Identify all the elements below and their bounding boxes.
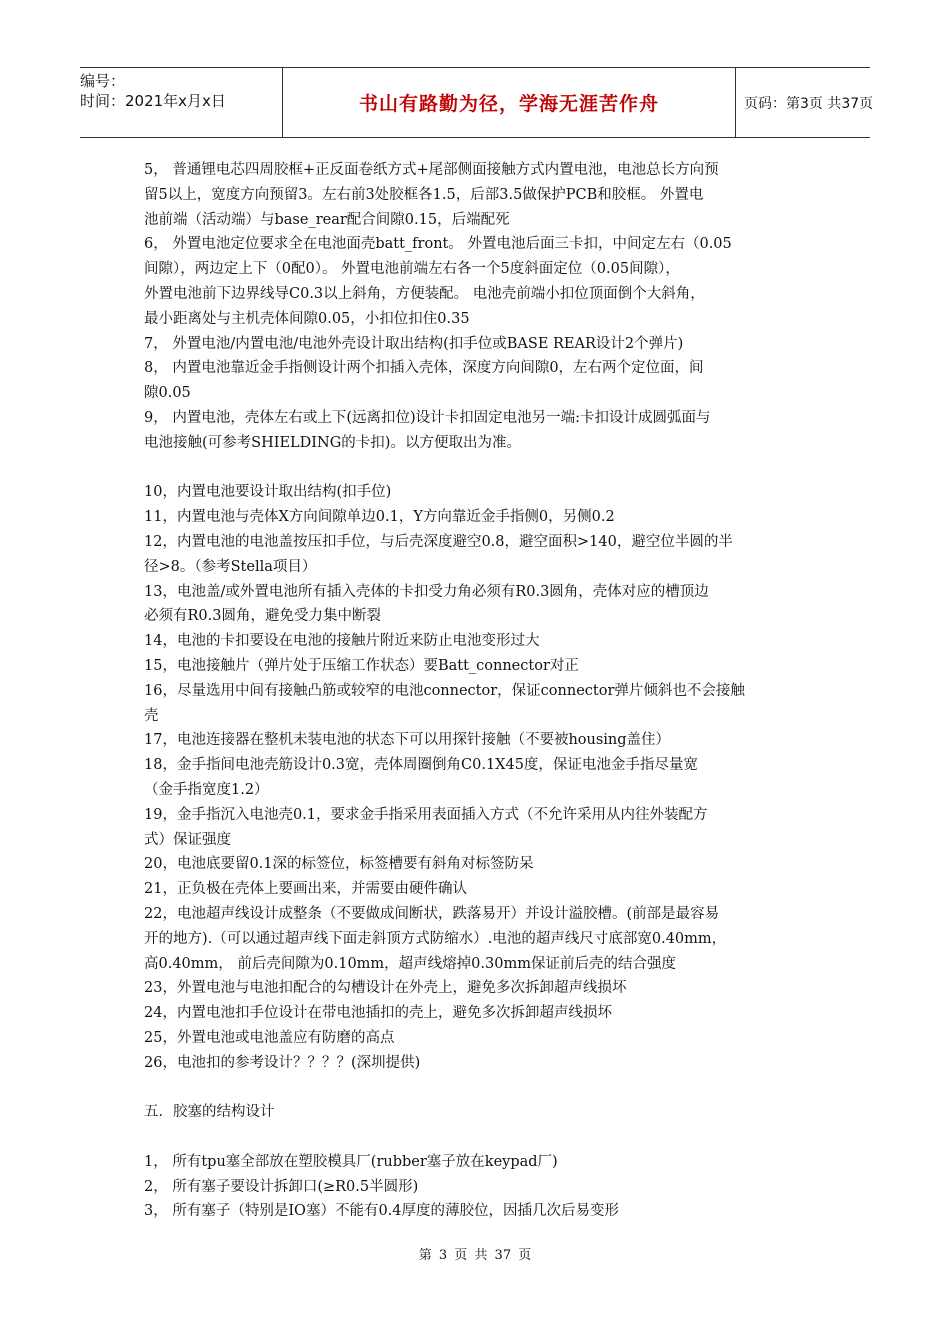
text-line: 留5以上，宽度方向预留3。左右前3处胶框各1.5，后部3.5做保护PCB和胶框。 外置电 — [144, 186, 704, 203]
text-line: 高0.40mm， 前后壳间隙为0.10mm，超声线熔掉0.30mm保证前后壳的结合强度 — [144, 955, 676, 972]
page-footer — [0, 1244, 950, 1263]
header-number-label: 编号： — [80, 72, 126, 90]
blank-line — [144, 1125, 806, 1150]
text-line: 必须有R0.3圆角，避免受力集中断裂 — [144, 608, 381, 625]
footer-page-number: 第 3 页 共 37 页 — [418, 1248, 532, 1263]
header-page-cell — [734, 68, 874, 137]
text-line: 最小距离处与主机壳体间隙0.05，小扣位扣住0.35 — [144, 310, 470, 327]
text-line: 12，内置电池的电池盖按压扣手位，与后壳深度避空0.8，避空面积>140，避空位半圆的半 — [144, 533, 733, 550]
page-header — [80, 67, 874, 138]
text-line: 25，外置电池或电池盖应有防磨的高点 — [144, 1029, 395, 1046]
text-line: （金手指宽度1.2） — [144, 781, 269, 798]
text-line: 开的地方).（可以通过超声线下面走斜顶方式防缩水）.电池的超声线尺寸底部宽0.40mm， — [144, 930, 727, 947]
text-line: 22，电池超声线设计成整条（不要做成间断状，跌落易开）并设计溢胶槽。(前部是最容易 — [144, 905, 720, 922]
document-body — [144, 158, 806, 1224]
header-date-label: 时间：2021年x月x日 — [80, 92, 226, 110]
text-line: 电池接触(可参考SHIELDING的卡扣)。以方便取出为准。 — [144, 434, 521, 451]
text-line: 23，外置电池与电池扣配合的勾槽设计在外壳上，避免多次拆卸超声线损坏 — [144, 980, 627, 997]
text-line: 24，内置电池扣手位设计在带电池插扣的壳上，避免多次拆卸超声线损坏 — [144, 1005, 612, 1022]
header-page-label: 页码：第3页 共37页 — [744, 95, 874, 112]
text-line: 14，电池的卡扣要设在电池的接触片附近来防止电池变形过大 — [144, 633, 540, 650]
text-line: 5， 普通锂电芯四周胶框+正反面卷纸方式+尾部侧面接触方式内置电池，电池总长方向预 — [144, 162, 719, 178]
text-line: 式）保证强度 — [144, 831, 231, 848]
text-line: 18，金手指间电池壳筋设计0.3宽，壳体周圈倒角C0.1X45度，保证电池金手指尽量宽 — [144, 757, 698, 774]
text-line: 3， 所有塞子（特别是IO塞）不能有0.4厚度的薄胶位，因插几次后易变形 — [144, 1203, 620, 1220]
text-line: 1， 所有tpu塞全部放在塑胶模具厂(rubber塞子放在keypad厂) — [144, 1153, 558, 1170]
header-info — [80, 68, 282, 137]
header-motto: 书山有路勤为径，学海无涯苦作舟 — [358, 93, 659, 115]
text-line: 五．胶塞的结构设计 — [144, 1104, 275, 1121]
text-line: 21，正负极在壳体上要画出来，并需要由硬件确认 — [144, 881, 467, 898]
text-line: 26，电池扣的参考设计？？？？(深圳提供) — [144, 1054, 421, 1071]
header-motto-cell — [282, 68, 736, 137]
text-line: 间隙），两边定上下（0配0）。 外置电池前端左右各一个5度斜面定位（0.05间隙）， — [144, 261, 680, 278]
text-line: 9， 内置电池，壳体左右或上下(远离扣位)设计卡扣固定电池另一端:卡扣设计成圆弧面与 — [144, 409, 711, 426]
text-line: 15，电池接触片（弹片处于压缩工作状态）要Batt_connector对正 — [144, 657, 579, 674]
text-line: 7， 外置电池/内置电池/电池外壳设计取出结构(扣手位或BASE REAR设计2个弹片) — [144, 335, 684, 352]
text-line: 10，内置电池要设计取出结构(扣手位) — [144, 484, 392, 501]
blank-line — [144, 1075, 806, 1100]
text-line: 13，电池盖/或外置电池所有插入壳体的卡扣受力角必须有R0.3圆角，壳体对应的槽顶边 — [144, 583, 709, 600]
text-line: 外置电池前下边界线导C0.3以上斜角，方便装配。 电池壳前端小扣位顶面倒个大斜角， — [144, 285, 705, 302]
text-line: 池前端（活动端）与base_rear配合间隙0.15，后端配死 — [144, 211, 510, 228]
text-line: 壳 — [144, 707, 159, 724]
text-line: 17，电池连接器在整机未装电池的状态下可以用探针接触（不要被housing盖住） — [144, 732, 671, 749]
text-line: 6， 外置电池定位要求全在电池面壳batt_front。 外置电池后面三卡扣，中间定左右（0.05 — [144, 236, 732, 253]
text-line: 8， 内置电池靠近金手指侧设计两个扣插入壳体，深度方向间隙0，左右两个定位面，间 — [144, 360, 704, 377]
text-line: 径>8。（参考Stella项目） — [144, 558, 317, 575]
text-line: 隙0.05 — [144, 385, 191, 402]
text-line: 11，内置电池与壳体X方向间隙单边0.1，Y方向靠近金手指侧0，另侧0.2 — [144, 509, 615, 526]
blank-line — [144, 456, 806, 481]
text-line: 16，尽量选用中间有接触凸筋或较窄的电池connector，保证connector弹片倾斜也不会接触 — [144, 682, 745, 699]
text-line: 20，电池底要留0.1深的标签位，标签槽要有斜角对标签防呆 — [144, 856, 534, 873]
text-line: 2， 所有塞子要设计拆卸口(≥R0.5半圆形) — [144, 1178, 419, 1195]
text-line: 19，金手指沉入电池壳0.1，要求金手指采用表面插入方式（不允许采用从内往外装配方 — [144, 806, 708, 823]
